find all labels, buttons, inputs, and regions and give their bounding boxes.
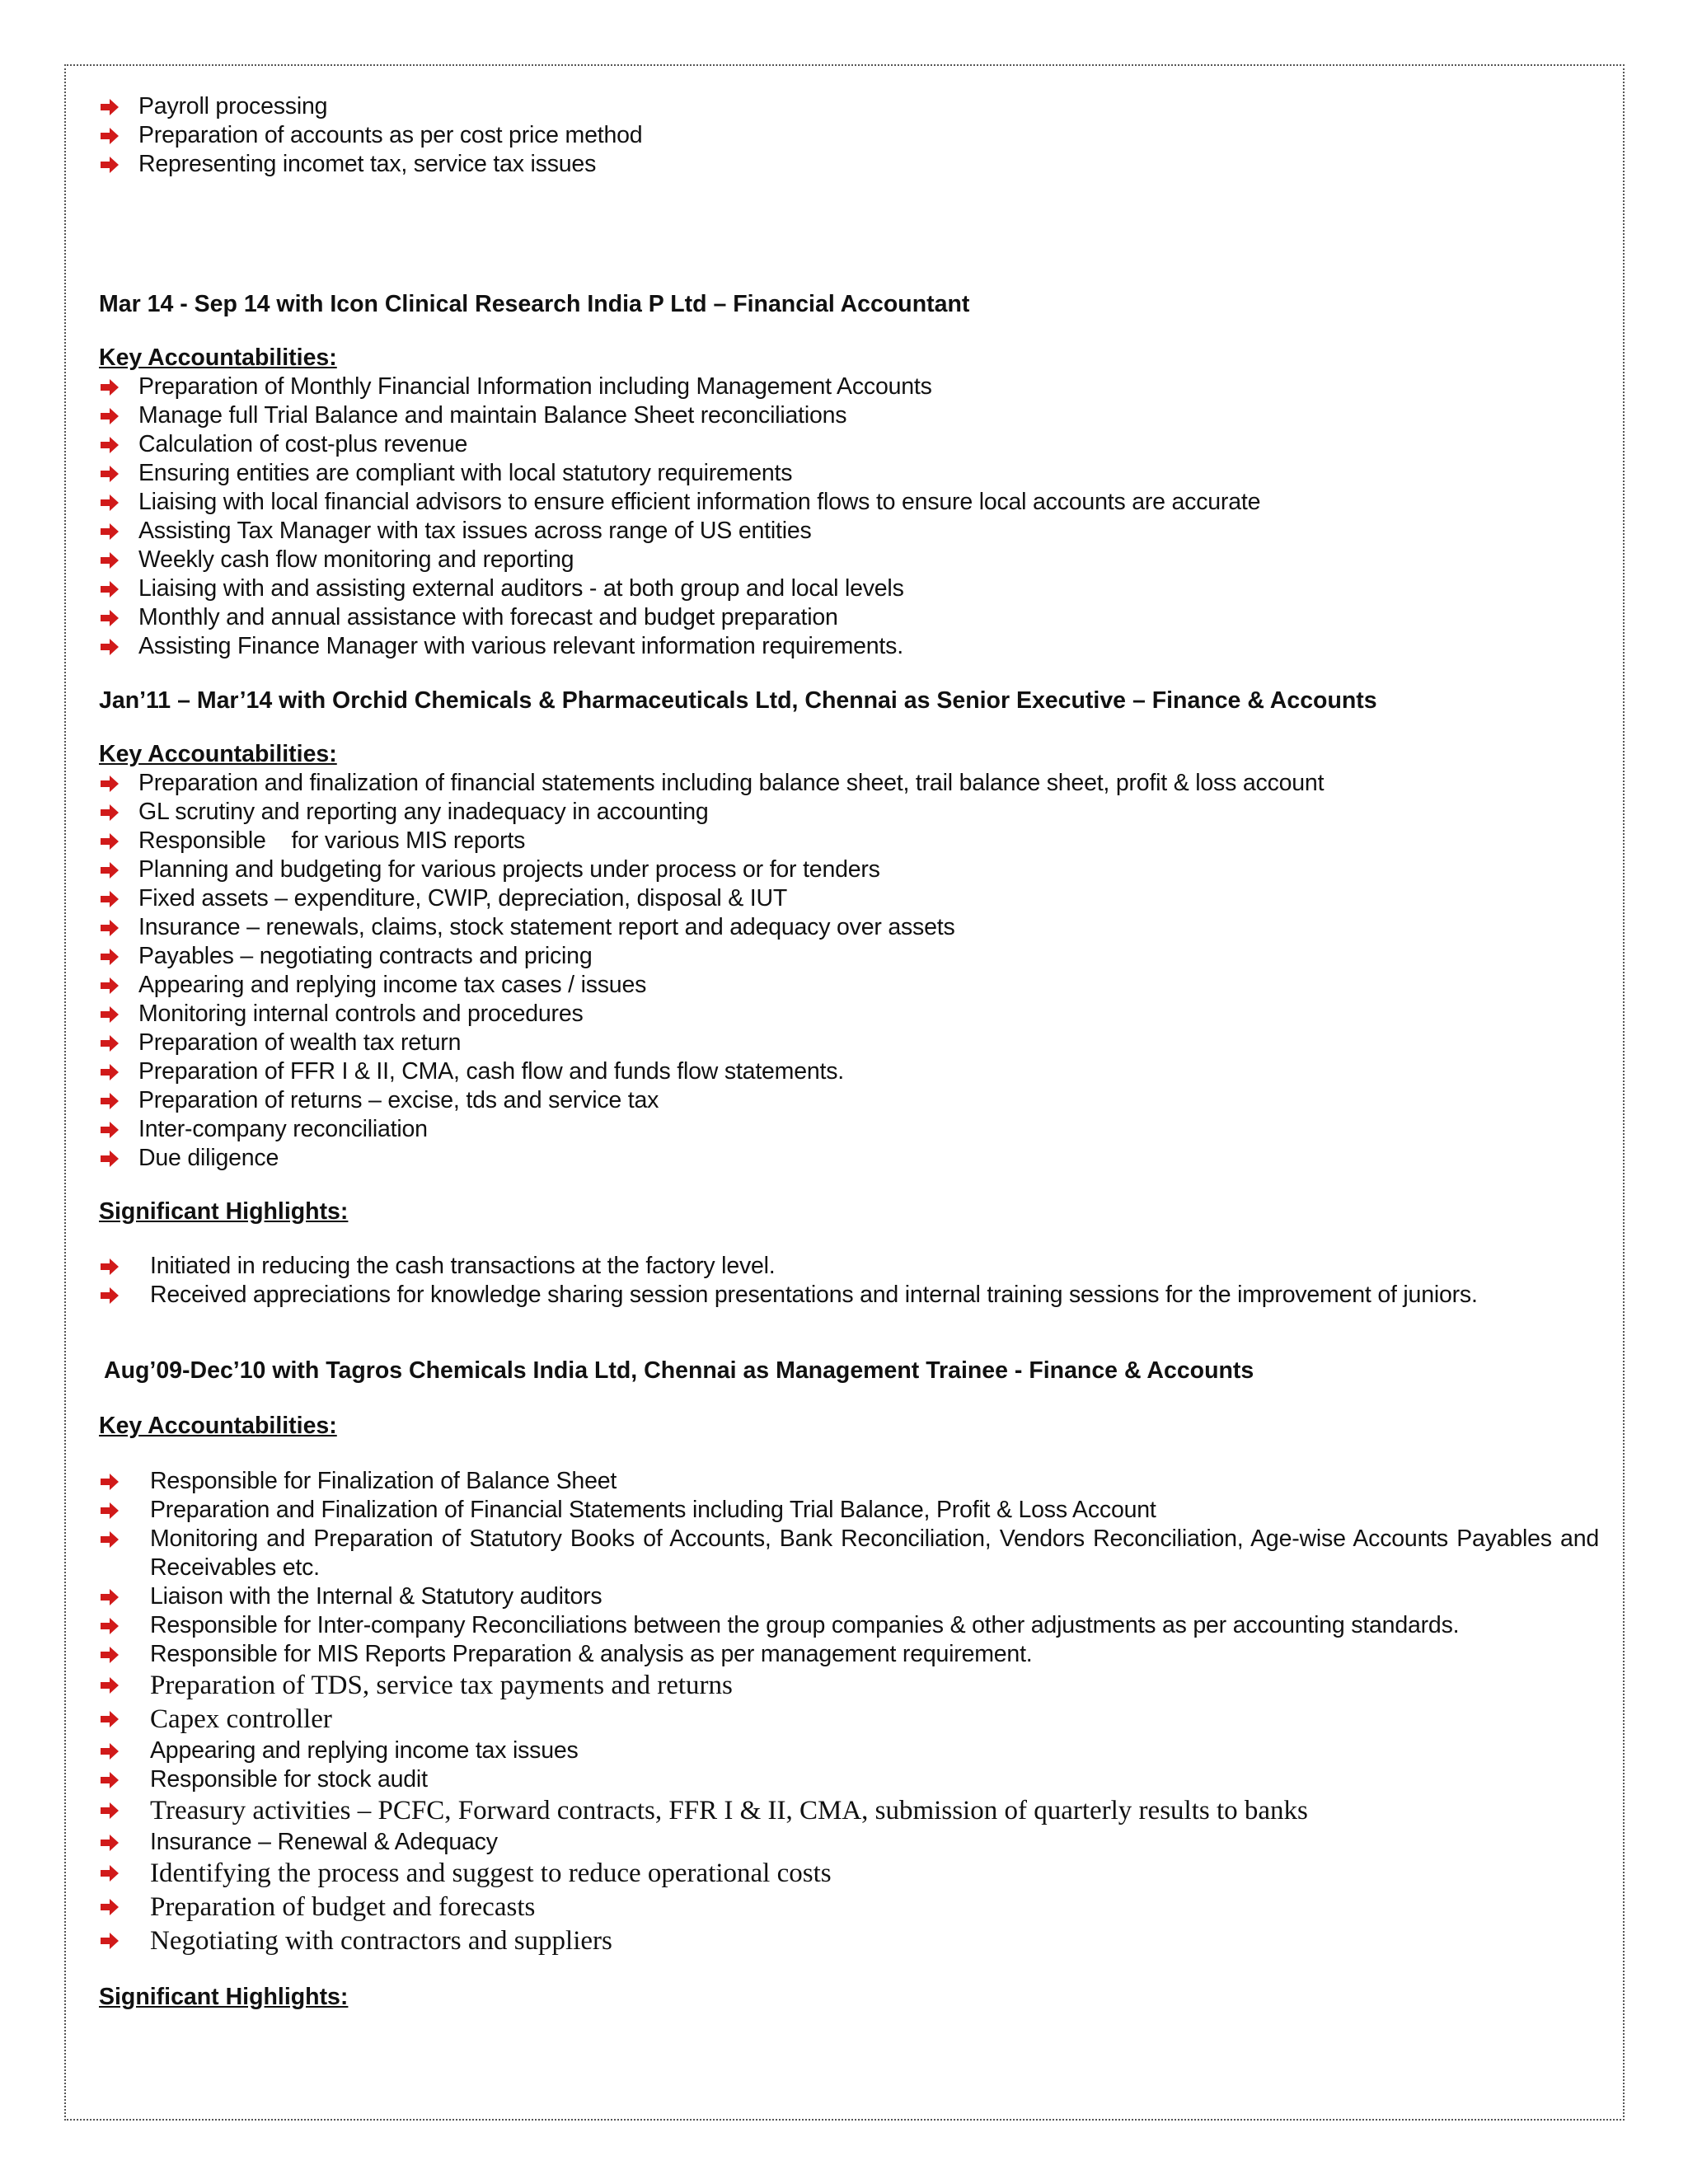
- job3-list: [99, 1467, 1599, 1958]
- list-item: Preparation and Finalization of Financial Statements including Trial Balance, Profit & Loss Account: [99, 1496, 1599, 1525]
- list-item: Monitoring internal controls and procedures: [99, 1000, 1599, 1029]
- list-item: Monthly and annual assistance with forecast and budget preparation: [99, 603, 1599, 632]
- list-item: Preparation of wealth tax return: [99, 1029, 1599, 1057]
- red-arrow-bullet-icon: [101, 523, 119, 540]
- red-arrow-bullet-icon: [101, 776, 119, 792]
- list-item: Preparation of TDS, service tax payments and returns: [99, 1669, 1599, 1703]
- list-item: Treasury activities – PCFC, Forward contracts, FFR I & II, CMA, submission of quarterly results to banks: [99, 1794, 1599, 1828]
- significant-highlights-heading: Significant Highlights:: [99, 1984, 349, 2010]
- red-arrow-bullet-icon: [101, 1899, 119, 1915]
- list-item: Liaising with and assisting external auditors - at both group and local levels: [99, 574, 1599, 603]
- list-item: Ensuring entities are compliant with local statutory requirements: [99, 459, 1599, 488]
- list-item: Liaising with local financial advisors to ensure efficient information flows to ensure local accounts are accurate: [99, 488, 1599, 517]
- red-arrow-bullet-icon: [101, 1502, 119, 1519]
- list-item: Liaison with the Internal & Statutory auditors: [99, 1582, 1599, 1611]
- red-arrow-bullet-icon: [101, 128, 119, 144]
- job2-list: [99, 769, 1599, 1173]
- red-arrow-bullet-icon: [101, 610, 119, 626]
- red-arrow-bullet-icon: [101, 1064, 119, 1080]
- red-arrow-bullet-icon: [101, 1743, 119, 1760]
- red-arrow-bullet-icon: [101, 99, 119, 115]
- red-arrow-bullet-icon: [101, 804, 119, 821]
- red-arrow-bullet-icon: [101, 1802, 119, 1819]
- list-item: Preparation and finalization of financial statements including balance sheet, trail balance sheet, profit & loss account: [99, 769, 1599, 798]
- red-arrow-bullet-icon: [101, 1711, 119, 1727]
- red-arrow-bullet-icon: [101, 1287, 119, 1304]
- red-arrow-bullet-icon: [101, 1618, 119, 1634]
- red-arrow-bullet-icon: [101, 949, 119, 965]
- list-item: Initiated in reducing the cash transactions at the factory level.: [99, 1252, 1599, 1281]
- red-arrow-bullet-icon: [101, 862, 119, 879]
- list-item: Appearing and replying income tax issues: [99, 1736, 1599, 1765]
- red-arrow-bullet-icon: [101, 581, 119, 598]
- red-arrow-bullet-icon: [101, 1122, 119, 1138]
- list-item: Inter-company reconciliation: [99, 1115, 1599, 1144]
- key-accountabilities-heading: Key Accountabilities:: [99, 741, 337, 767]
- red-arrow-bullet-icon: [101, 1677, 119, 1694]
- red-arrow-bullet-icon: [101, 891, 119, 907]
- red-arrow-bullet-icon: [101, 157, 119, 173]
- red-arrow-bullet-icon: [101, 1933, 119, 1949]
- list-item: Assisting Finance Manager with various relevant information requirements.: [99, 632, 1599, 661]
- list-item: Manage full Trial Balance and maintain Balance Sheet reconciliations: [99, 401, 1599, 430]
- red-arrow-bullet-icon: [101, 1772, 119, 1788]
- red-arrow-bullet-icon: [101, 408, 119, 424]
- list-item: Monitoring and Preparation of Statutory Books of Accounts, Bank Reconciliation, Vendors Reconciliation, Age-wise Accounts Payables and Receivables etc.: [99, 1525, 1599, 1582]
- key-accountabilities-heading: Key Accountabilities:: [99, 344, 337, 371]
- red-arrow-bullet-icon: [101, 1258, 119, 1275]
- list-item: Responsible for Inter-company Reconciliations between the group companies & other adjustments as per accounting standards.: [99, 1611, 1599, 1640]
- top-list: [99, 92, 1599, 179]
- list-item: Due diligence: [99, 1144, 1599, 1173]
- red-arrow-bullet-icon: [101, 1035, 119, 1052]
- list-item: Identifying the process and suggest to reduce operational costs: [99, 1857, 1599, 1891]
- red-arrow-bullet-icon: [101, 1647, 119, 1663]
- significant-highlights-heading: Significant Highlights:: [99, 1198, 349, 1225]
- list-item: Preparation of FFR I & II, CMA, cash flow and funds flow statements.: [99, 1057, 1599, 1086]
- list-item: Fixed assets – expenditure, CWIP, depreciation, disposal & IUT: [99, 884, 1599, 913]
- red-arrow-bullet-icon: [101, 1589, 119, 1605]
- resume-content: [99, 92, 1599, 2012]
- list-item: Preparation of returns – excise, tds and service tax: [99, 1086, 1599, 1115]
- key-accountabilities-heading: Key Accountabilities:: [99, 1413, 337, 1439]
- red-arrow-bullet-icon: [101, 920, 119, 936]
- list-item: Responsible for various MIS reports: [99, 827, 1599, 855]
- list-item: Preparation of Monthly Financial Information including Management Accounts: [99, 373, 1599, 401]
- list-item: Insurance – renewals, claims, stock statement report and adequacy over assets: [99, 913, 1599, 942]
- red-arrow-bullet-icon: [101, 379, 119, 396]
- red-arrow-bullet-icon: [101, 466, 119, 482]
- red-arrow-bullet-icon: [101, 1093, 119, 1109]
- list-item: Capex controller: [99, 1703, 1599, 1736]
- list-item: Preparation of budget and forecasts: [99, 1891, 1599, 1924]
- red-arrow-bullet-icon: [101, 833, 119, 850]
- list-item: Responsible for stock audit: [99, 1765, 1599, 1794]
- list-item: Payroll processing: [99, 92, 1599, 121]
- list-item: Negotiating with contractors and suppliers: [99, 1924, 1599, 1958]
- list-item: Representing incomet tax, service tax issues: [99, 150, 1599, 179]
- red-arrow-bullet-icon: [101, 494, 119, 511]
- list-item: Planning and budgeting for various projects under process or for tenders: [99, 855, 1599, 884]
- red-arrow-bullet-icon: [101, 1865, 119, 1882]
- red-arrow-bullet-icon: [101, 1531, 119, 1548]
- red-arrow-bullet-icon: [101, 639, 119, 655]
- list-item: GL scrutiny and reporting any inadequacy in accounting: [99, 798, 1599, 827]
- list-item: Assisting Tax Manager with tax issues across range of US entities: [99, 517, 1599, 546]
- red-arrow-bullet-icon: [101, 437, 119, 453]
- job-title-icon-clinical: Mar 14 - Sep 14 with Icon Clinical Research India P Ltd – Financial Accountant: [99, 291, 970, 317]
- list-item: Appearing and replying income tax cases / issues: [99, 971, 1599, 1000]
- red-arrow-bullet-icon: [101, 977, 119, 994]
- job2-highlights-list: [99, 1252, 1599, 1310]
- list-item: Calculation of cost-plus revenue: [99, 430, 1599, 459]
- red-arrow-bullet-icon: [101, 1474, 119, 1490]
- red-arrow-bullet-icon: [101, 1151, 119, 1167]
- list-item: Insurance – Renewal & Adequacy: [99, 1828, 1599, 1857]
- job1-list: [99, 373, 1599, 661]
- red-arrow-bullet-icon: [101, 1006, 119, 1023]
- list-item: Responsible for Finalization of Balance Sheet: [99, 1467, 1599, 1496]
- list-item: Responsible for MIS Reports Preparation & analysis as per management requirement.: [99, 1640, 1599, 1669]
- list-item: Payables – negotiating contracts and pricing: [99, 942, 1599, 971]
- job-title-tagros-chemicals: Aug’09-Dec’10 with Tagros Chemicals India Ltd, Chennai as Management Trainee - Finance & Accounts: [104, 1357, 1254, 1384]
- list-item: Preparation of accounts as per cost price method: [99, 121, 1599, 150]
- red-arrow-bullet-icon: [101, 1835, 119, 1851]
- red-arrow-bullet-icon: [101, 552, 119, 569]
- job-title-orchid-chemicals: Jan’11 – Mar’14 with Orchid Chemicals & Pharmaceuticals Ltd, Chennai as Senior Executive – Finance & Accounts: [99, 687, 1377, 714]
- list-item: Received appreciations for knowledge sharing session presentations and internal training sessions for the improvement of juniors.: [99, 1281, 1599, 1310]
- list-item: Weekly cash flow monitoring and reporting: [99, 546, 1599, 574]
